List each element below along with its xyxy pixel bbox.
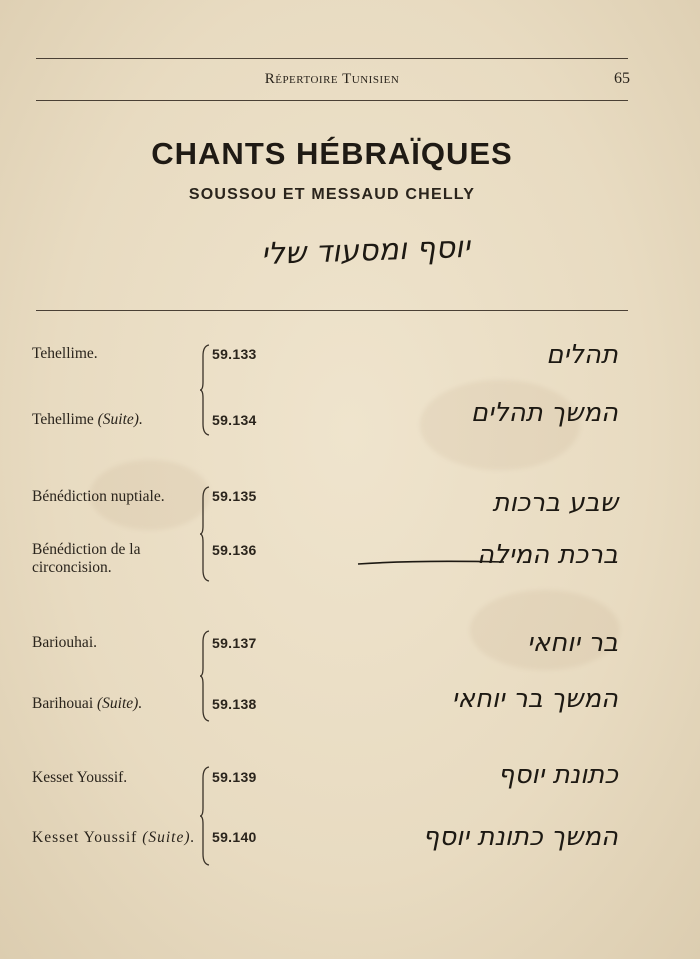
entry-label: Kesset Youssif (Suite). — [32, 829, 196, 846]
catalog-number: 59.135 — [212, 488, 257, 504]
handwritten-flourish — [356, 556, 506, 570]
entry-label: Kesset Youssif. — [32, 769, 128, 786]
brace — [199, 486, 211, 582]
header-rule — [36, 100, 628, 101]
running-title: Répertoire Tunisien — [264, 71, 400, 87]
entry-label: Bariouhai. — [32, 634, 97, 651]
brace — [199, 630, 211, 722]
brace — [199, 344, 211, 436]
handwritten-title: שבע ברכות — [492, 488, 618, 518]
handwritten-title: המשך כתונת יוסף — [422, 822, 618, 852]
entry-label: Barihouai (Suite). — [32, 695, 143, 712]
catalog-number: 59.137 — [212, 635, 257, 651]
running-head — [36, 70, 628, 92]
page-number: 65 — [614, 70, 630, 87]
handwritten-title: המשך בר יוחאי — [451, 684, 618, 714]
catalog-number: 59.138 — [212, 696, 257, 712]
handwritten-title: תהלים — [546, 340, 618, 370]
entry-label: Tehellime. — [32, 345, 98, 362]
handwritten-title: ברכת המילה — [476, 540, 618, 570]
artists-subtitle: SOUSSOU ET MESSAUD CHELLY — [188, 186, 476, 203]
handwritten-title: המשך תהלים — [470, 398, 618, 428]
catalog-number: 59.136 — [212, 542, 257, 558]
brace — [199, 766, 211, 866]
catalog-number: 59.134 — [212, 412, 257, 428]
catalog-number: 59.140 — [212, 829, 257, 845]
handwritten-title: בר יוחאי — [526, 628, 618, 658]
section-rule — [36, 310, 628, 311]
handwritten-title: כתונת יוסף — [497, 760, 618, 790]
top-rule — [36, 58, 628, 59]
entry-label: Bénédiction de la circoncision. — [32, 541, 141, 576]
entry-label: Bénédiction nuptiale. — [32, 488, 165, 505]
handwritten-artists: יוסף ומסעוד שלי — [260, 229, 471, 273]
entry-label: Tehellime (Suite). — [32, 411, 143, 428]
catalog-number: 59.139 — [212, 769, 257, 785]
page-title: CHANTS HÉBRAÏQUES — [151, 136, 513, 171]
catalog-number: 59.133 — [212, 346, 257, 362]
